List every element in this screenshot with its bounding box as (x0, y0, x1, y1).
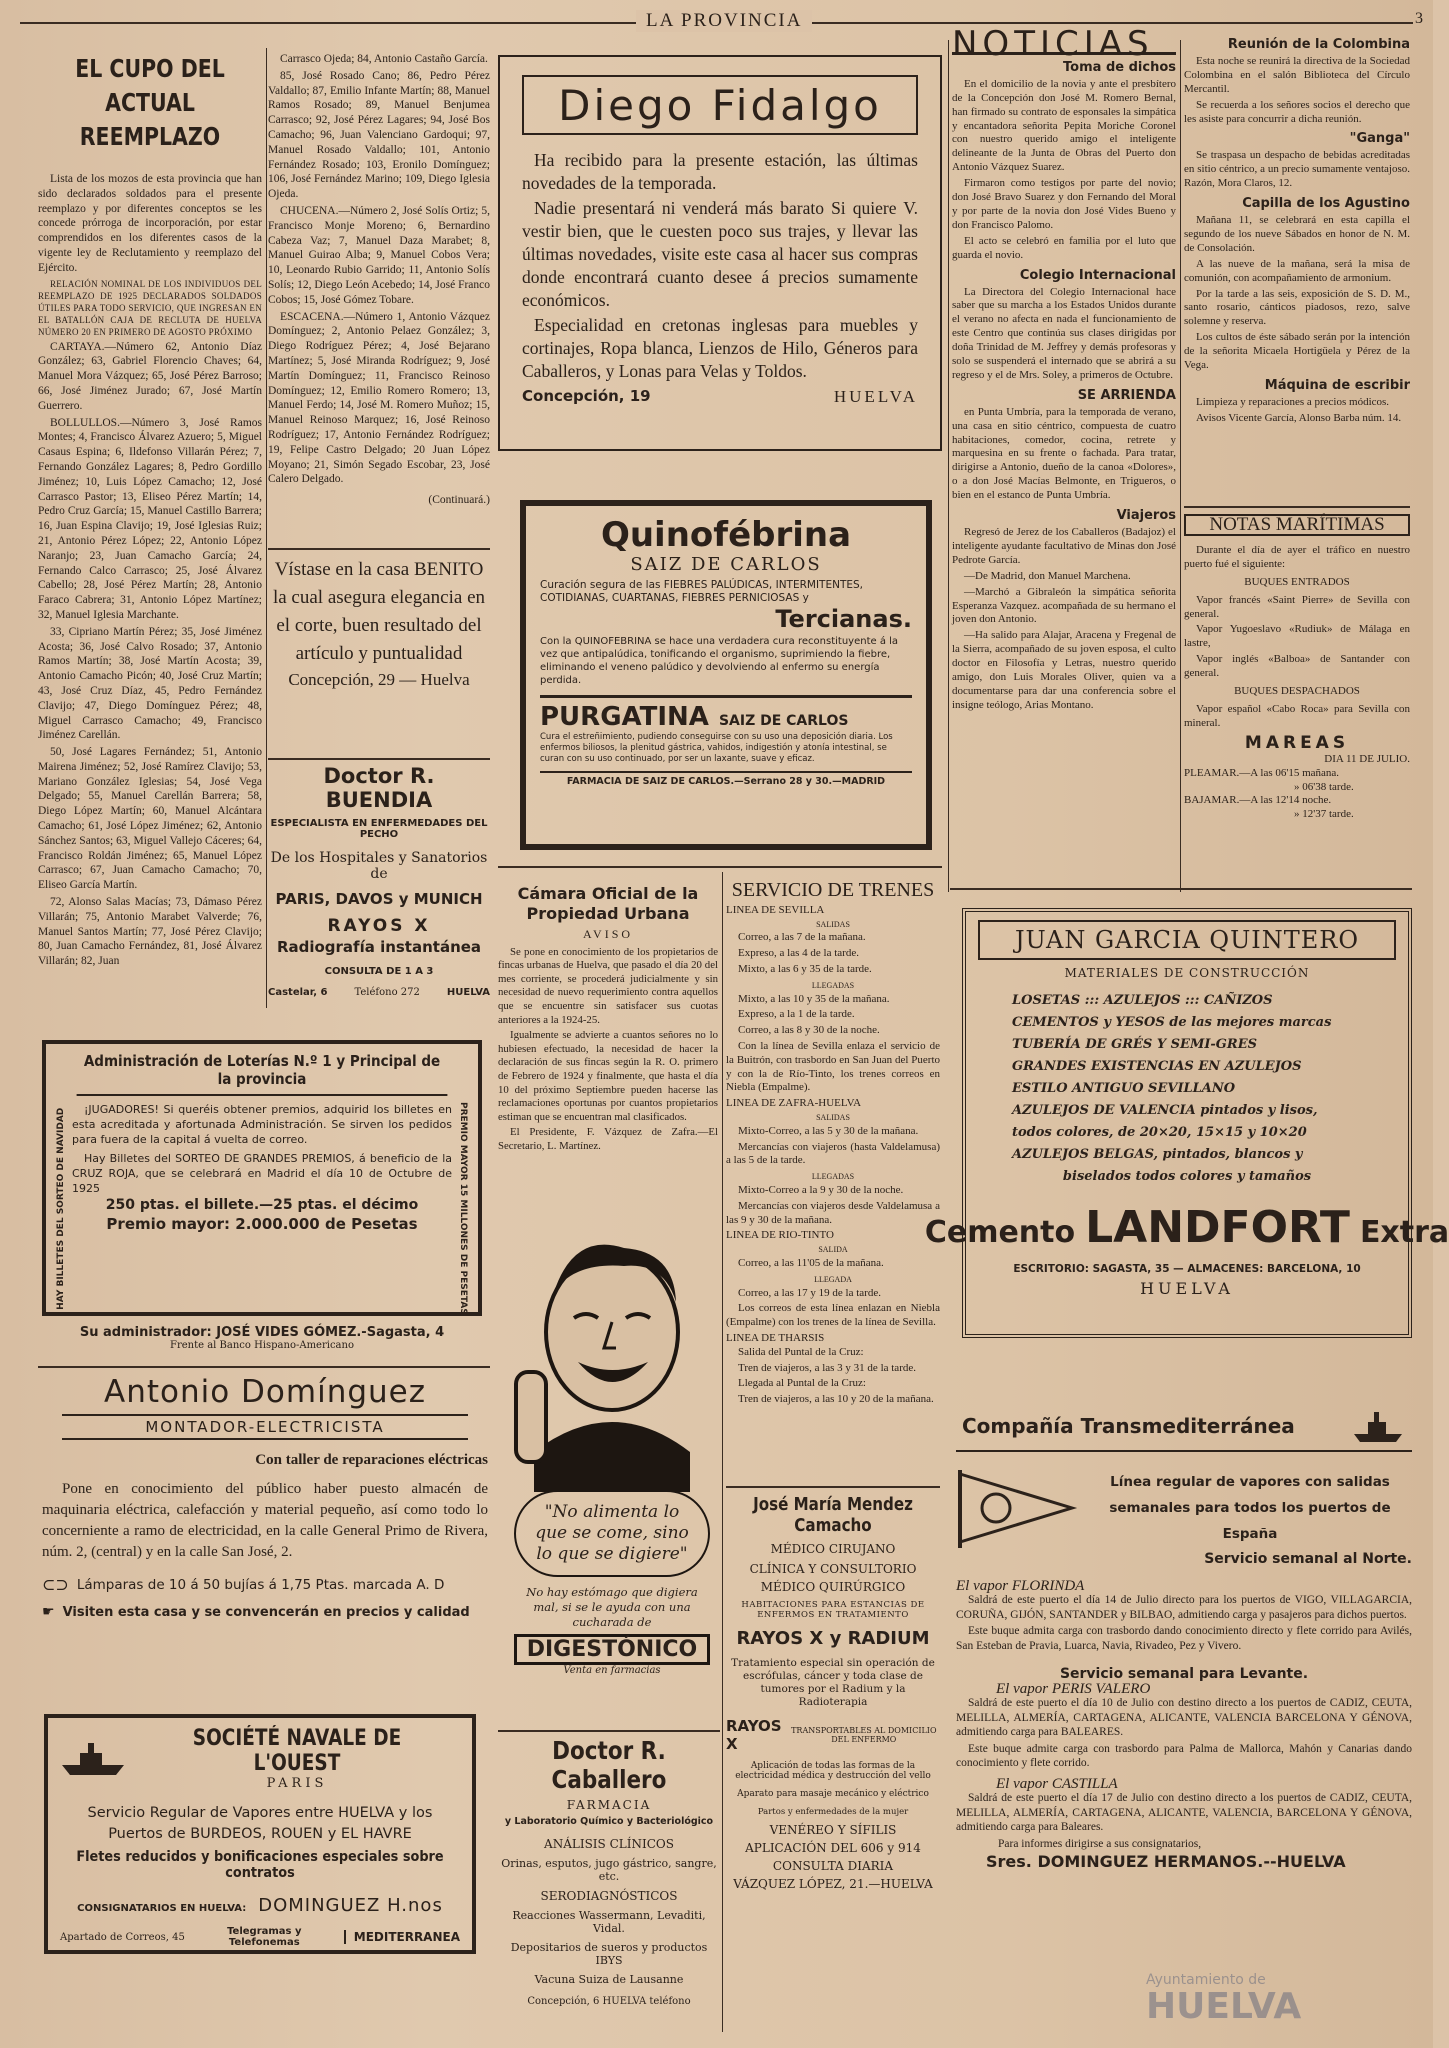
digestonico-venta: Venta en farmacias (563, 1665, 661, 1676)
noticias-p1: En el domicilio de la novia y ante el presbítero de la Concepción don José M. Romero Bernal, han firmado su contrato de esponsales la simpática y encantadora señorita Pepita Moriche Coronel con nuestro querido amigo el inteligente delineante de la Junta de Obras del Puerto don Antonio Vázquez Suarez. (952, 77, 1176, 174)
dominguez-p2: Lámparas de 10 á 50 bujías á 1,75 Ptas. marcada A. D (76, 1576, 445, 1593)
buendia-spec: ESPECIALISTA EN ENFERMEDADES DEL PECHO (270, 818, 488, 840)
quino-l2: Con la QUINOFEBRINA se hace una verdadera cura reconstituyente á la vez que antipalúdica, tonificando el organismo, suprimiendo la fiebre, eliminando el veneno palúdico y devolviendo al enfermo su energía perdida. (540, 636, 899, 686)
purgatina-brand: SAIZ DE CARLOS (718, 713, 849, 729)
colombina-p4: Mañana 11, se celebrará en esta capilla el segundo de los nueve Sábados en honor de N. M. de Consolación. (1184, 213, 1410, 254)
ouest-p1: Servicio Regular de Vapores entre HUELVA y los Puertos de BURDEOS, ROUEN y EL HAVRE (87, 1805, 433, 1842)
masthead (0, 6, 1433, 40)
watermark (1050, 1972, 1370, 2034)
mendez-l3: MÉDICO QUIRÚRGICO (760, 1580, 906, 1594)
digestonico-q2: No hay estómago que digiera mal, si se le ayuda con una cucharada de (526, 1585, 698, 1629)
camara-title: Cámara Oficial de la Propiedad Urbana (517, 884, 699, 923)
ouest-name: SOCIÉTÉ NAVALE DE L'OUEST (192, 1726, 402, 1776)
trenes-llegada: LLEGADA (814, 1274, 852, 1284)
trenes-s1: Correo, a las 7 de la mañana. (738, 931, 866, 944)
mendez-l11: CONSULTA DIARIA (772, 1859, 894, 1873)
trans-v1: El vapor FLORINDA (956, 1577, 1085, 1594)
transmediterranea-ad (956, 1408, 1412, 2044)
caballero-l6: Reacciones Wassermann, Levaditi, Vidal. (512, 1909, 706, 1935)
trenes-riotinto: LINEA DE RIO-TINTO (726, 1229, 834, 1242)
noticias-title: NOTICIAS (952, 38, 1176, 55)
noticias-p8: —Marchó a Gibraleón la simpática señorita Esperanza Vazquez. acompañada de su hermano el joven don Antonio. (952, 585, 1176, 626)
colombina-h1: Reunión de la Colombina (1227, 37, 1410, 52)
trenes-z3: Mixto-Correo a la 9 y 30 de la noche. (738, 1183, 904, 1196)
trenes-llegadas-2: LLEGADAS (811, 1172, 855, 1182)
trenes-t3: Llegada al Puntal de la Cruz: (738, 1377, 866, 1390)
loterias-p2: Hay Billetes del SORTEO DE GRANDES PREMIOS, á beneficio de la CRUZ ROJA, que se celebrará en Madrid el día 10 de Octubre de 1925 (72, 1152, 452, 1195)
cupo-chucena: CHUCENA.—Número 2, José Solís Ortiz; 5, Francisco Monje Moreno; 6, Bernardino Cabeza Vaz; 7, Manuel Daza Marabet; 8, Manuel Guirao Alba; 9, Manuel Cobos Vera; 10, Leonardo Rubio Garrido; 11, Antonio Solís Solís; 12, Diego León Acebedo; 14, José Franco Cobos; 15, José Gómez Tobare. (268, 204, 490, 306)
colombina-article (1184, 38, 1410, 508)
buendia-ad (268, 764, 490, 998)
digestonico-quote: "No alimenta lo que se come, sino lo que se digiere" (514, 1490, 710, 1577)
pennant-flag-icon (956, 1468, 1076, 1548)
caballero-name: Doctor R. Caballero (551, 1736, 667, 1794)
loterias-side-right: PREMIO MAYOR 15 MILLONES DE PESETAS (458, 1102, 468, 1315)
cupo-col2b: 85, José Rosado Cano; 86, Pedro Pérez Valdallo; 87, Emilio Infante Martín; 88, Manuel Ramos Rosado; 89, Manuel Benjumea Carrasco; 92, José Pérez Lagares; 94, José Bos Camacho; 96, Juan Valenciano Gardoqui; 97, Manuel Rosado Valdallo; 101, Antonio Fernández Rosado; 103, Eronilo Domínguez; 106, José Fernández Marino; 109, Diego Iglesia Ojeda. (268, 69, 490, 201)
camara-p1: Se pone en conocimiento de los propietarios de fincas urbanas de Huelva, que pasado el día 20 del mes corriente, se procederá judicialmente y sin necesidad de nuevo requerimiento contra aquellos que se encuentre sin satisfacer sus cuotas anteriores a la 1924-25. (498, 945, 718, 1026)
noticias-article (952, 24, 1176, 888)
garcia-l8: AZULEJOS BELGAS, pintados, blancos y (1012, 1147, 1303, 1162)
buendia-castelar: Castelar, 6 (268, 987, 328, 998)
noticias-h1: Toma de dichos (1063, 59, 1176, 75)
buendia-cities: PARIS, DAVOS y MUNICH (275, 890, 483, 908)
trans-name: Compañía Transmediterránea (962, 1413, 1295, 1438)
garcia-l1: LOSETAS ::: AZULEJOS ::: CAÑIZOS (1012, 993, 1273, 1008)
mendez-l5: Tratamiento especial sin operación de escrófulas, cáncer y toda clase de tumores por el Radium y la Radioterapia (731, 1657, 935, 1708)
garcia-ad (924, 908, 1449, 1338)
trans-v1p: Saldrá de este puerto el día 14 de Julio directo para los puertos de VIGO, VILLAGARCIA, CORUÑA, GIJÓN, SANTANDER y BILBAO, admitiendo carga y pasajeros para dichos puertos. (956, 1594, 1412, 1621)
loterias-title: Administración de Loterías N.º 1 y Principal de la provincia (77, 1052, 448, 1096)
purgatina-title: PURGATINA (540, 702, 709, 732)
trans-sres: Sres. DOMINGUEZ HERMANOS.--HUELVA (986, 1852, 1346, 1871)
maritimas-p3: Vapor Yugoeslavo «Rudiuk» de Málaga en lastre, (1184, 623, 1410, 650)
fidalgo-p1: Ha recibido para la presente estación, las últimas novedades de la temporada. (522, 150, 918, 193)
maritimas-p4: Vapor inglés «Balboa» de Santander con general. (1184, 653, 1410, 680)
trenes-title: SERVICIO DE TRENES (731, 879, 935, 901)
quinofebrina-ad (520, 500, 932, 850)
dominguez-role: MONTADOR-ELECTRICISTA (62, 1414, 468, 1440)
noticias-p6: Regresó de Jerez de los Caballeros (Badajoz) el inteligente ayudante facultativo de Minas don José Pedrote García. (952, 526, 1176, 566)
trenes-t1: Salida del Puntal de la Cruz: (738, 1345, 864, 1358)
trenes-salidas-2: SALIDAS (816, 1112, 850, 1122)
mendez-l8: Partos y enfermedades de la mujer (757, 1807, 909, 1817)
buendia-hosp: De los Hospitales y Sanatorios de (270, 850, 488, 882)
colombina-p3: Se traspasa un despacho de bebidas acreditadas en sitio céntrico, a un precio sumamente ventajoso. Razón, Mora Claros, 12. (1184, 149, 1410, 190)
buendia-radio: Radiografía instantánea (276, 938, 482, 956)
garcia-cemento: Cemento (924, 1215, 1076, 1250)
noticias-p2: Firmaron como testigos por parte del novio; don José Bravo Suarez y don Fernando del Moral y por parte de la novia don José Vides Bueno y don Francisco Palomo. (952, 177, 1176, 231)
buendia-city: HUELVA (446, 987, 490, 998)
fidalgo-ad (498, 55, 942, 451)
buendia-consulta: CONSULTA DE 1 A 3 (324, 966, 434, 977)
mendez-l1: MÉDICO CIRUJANO (770, 1542, 896, 1556)
caballero-l4: Orinas, esputos, jugo gástrico, sangre, etc. (501, 1857, 717, 1883)
loterias-p4: Premio mayor: 2.000.000 de Pesetas (106, 1215, 418, 1233)
maritimas-pl1: PLEAMAR.—A las 06'15 mañana. (1184, 766, 1340, 779)
benito-ad (268, 556, 490, 756)
mendez-rx2b: TRANSPORTABLES AL DOMICILIO DEL ENFERMO (791, 1726, 937, 1744)
fidalgo-city: HUELVA (833, 387, 918, 406)
trenes-l2: Expreso, a la 1 de la tarde. (738, 1008, 855, 1021)
fidalgo-name: Diego Fidalgo (522, 75, 918, 135)
camara-article (498, 884, 718, 1214)
trans-v3: El vapor CASTILLA (996, 1775, 1118, 1792)
garcia-sub: MATERIALES DE CONSTRUCCIÓN (1064, 966, 1310, 980)
mendez-l2: CLÍNICA Y CONSULTORIO (749, 1562, 917, 1576)
caballero-ad (498, 1736, 720, 2036)
mendez-rayos: RAYOS X y RADIUM (736, 1628, 930, 1649)
noticias-p7: —De Madrid, don Manuel Marchena. (964, 569, 1131, 582)
trenes-z1: Mixto-Correo, a las 5 y 30 de la mañana. (738, 1124, 919, 1137)
buendia-tel: Teléfono 272 (354, 987, 420, 998)
trenes-s3: Mixto, a las 6 y 35 de la tarde. (738, 962, 872, 975)
cupo-p33: 33, Cipriano Martín Pérez; 35, José Jiménez Acosta; 36, José Calvo Rosado; 37, Antonio Ramos Martín; 38, José Martín Acosta; 39, Antonio Camacho Picón; 40, José Cruz Martín; 43, José Cruz Díaz, 45, Pedro Fernández Clavijo; 47, Diego Domínguez Pérez; 48, Miguel Carrasco Camacho; 49, Francisco Jiménez Carellán. (38, 625, 262, 742)
mendez-l12: VÁZQUEZ LÓPEZ, 21.—HUELVA (733, 1877, 933, 1891)
lamp-icon: ⊂⊃ (42, 1575, 69, 1594)
ship-icon (1350, 1408, 1406, 1444)
caballero-l5: SERODIAGNÓSTICOS (540, 1889, 678, 1903)
garcia-extra: Extra (1359, 1215, 1449, 1250)
maritimas-dia: DIA 11 DE JULIO. (1324, 752, 1410, 765)
cupo-continued (268, 52, 490, 552)
trenes-l3: Correo, a las 8 y 30 de la noche. (738, 1024, 880, 1037)
quino-title: Quinofébrina (600, 515, 852, 555)
trans-v2b: Este buque admite carga con trasbordo para Palma de Mallorca, Mahón y Canarias dando conocimiento y flete corrido. (956, 1742, 1412, 1769)
loterias-p1: ¡JUGADORES! Si queréis obtener premios, adquirid los billetes en esta acreditada y afortunada Administración. Se sirven los pedidos para fuera de la capital á vuelta de correo. (72, 1103, 452, 1146)
buendia-footer (268, 987, 490, 998)
trenes-r3: Los correos de esta línea enlazan en Niebla (Empalme) con los trenes de la línea de Sevilla. (726, 1302, 940, 1329)
maritimas-ba1: BAJAMAR.—A las 12'14 noche. (1184, 794, 1332, 807)
colombina-p8: Limpieza y reparaciones a precios módicos. (1196, 395, 1390, 408)
noticias-p9: —Ha salido para Alajar, Aracena y Fregenal de la Sierra, acompañado de su joven esposa, el culto doctor en Filosofía y Letras, nuestro querido amigo, don Luis Morales Oliver, quien va a documentarse para dar una conferencia sobre el insigne teólogo, Arias Montano. (952, 629, 1176, 711)
trans-v3p: Saldrá de este puerto el día 17 de Julio con destino directo a los puertos de CADIZ, CEUTA, MELILLA, ALMERÍA, CARTAGENA, ALICANTE, VALENCIA, BARCELONA Y GÉNOVA, admitiendo carga para Baleares. (956, 1792, 1412, 1833)
mendez-l9: VENÉREO Y SÍFILIS (769, 1823, 897, 1837)
caballero-l9: Concepción, 6 HUELVA teléfono (527, 1996, 691, 2007)
caballero-l1: FARMACIA (566, 1798, 652, 1812)
noticias-h3: SE ARRIENDA (1077, 387, 1176, 403)
trenes-l1: Mixto, a las 10 y 35 de la mañana. (738, 992, 890, 1005)
garcia-l4: GRANDES EXISTENCIAS EN AZULEJOS (1012, 1059, 1302, 1074)
benito-text: Vístase en la casa BENITO la cual asegura elegancia en el corte, buen resultado del artículo y puntualidad (272, 559, 486, 664)
trenes-llegadas-1: LLEGADAS (811, 980, 855, 990)
trans-v2: El vapor PERIS VALERO (996, 1680, 1151, 1697)
trenes-tharsis: LINEA DE THARSIS (726, 1331, 825, 1344)
caballero-l3: ANÁLISIS CLÍNICOS (544, 1837, 674, 1851)
trenes-salidas-1: SALIDAS (816, 919, 850, 929)
noticias-h2: Colegio Internacional (1019, 267, 1176, 283)
noticias-h4: Viajeros (1116, 508, 1176, 524)
loterias-side-left: HAY BILLETES DEL SORTEO DE NAVIDAD (56, 1107, 66, 1310)
colombina-p5: A las nueve de la mañana, será la misa de comunión, con acompañamiento de armonium. (1184, 257, 1410, 284)
trenes-z2: Mercancías con viajeros (hasta Valdelamusa) a las 5 de la tarde. (726, 1140, 940, 1167)
watermark-a: Ayuntamiento de (1146, 1972, 1266, 1988)
ouest-dom: DOMINGUEZ H.nos (258, 1895, 443, 1916)
garcia-l6: AZULEJOS DE VALENCIA pintados y lisos, (1012, 1103, 1318, 1118)
mendez-name: José María Mendez Camacho (753, 1494, 913, 1536)
ouest-city: PARIS (266, 1776, 328, 1791)
garcia-l3: TUBERÍA DE GRÉS Y SEMI-GRES (1012, 1037, 1258, 1052)
maritimas-article (1184, 514, 1410, 884)
trenes-sevilla: LINEA DE SEVILLA (726, 903, 825, 916)
trenes-z4: Mercancías con viajeros desde Valdelamusa a las 9 y 30 de la mañana. (726, 1199, 940, 1226)
dominguez-p1: Pone en conocimiento del público haber puesto almacén de maquinaria eléctrica, calefacción y material pequeño, así como todo lo concerniente a ramo de electricidad, en la calle General Primo de Rivera, núm. 2, (central) y en la calle San José, 2. (42, 1481, 488, 1560)
garcia-l7: todos colores, de 20×20, 15×15 y 10×20 (1012, 1125, 1307, 1140)
trans-inf: Para informes dirigirse a sus consignatarios, (998, 1837, 1202, 1850)
buendia-name: Doctor R. BUENDIA (323, 764, 435, 812)
ouest-tel: Telegramas y Telefonemas (227, 1926, 302, 1948)
cupo-p50: 50, José Lagares Fernández; 51, Antonio Mairena Jiménez; 52, José Ramírez Clavijo; 53, Mariano González Iglesias; 54, José Vega Delgado; 55, Manuel Carellán Barrera; 58, Diego López Martín; 60, Manuel Alcántara Camacho; 61, José López Jiménez; 62, Antonio Sánchez Santos; 63, Miguel Vallejo Cáceres; 64, Francisco Roldán Jiménez; 65, Manuel López Carrasco; 67, Juan Camacho Camacho; 70, Eliseo García Martín. (38, 746, 262, 892)
digestonico-illustration (514, 1222, 710, 1492)
noticias-p5: en Punta Umbría, para la temporada de verano, una casa en sitio céntrico, compuesta de cuatro habitaciones, comedor, cocina, retrete y marquesina en su frente o fachada. Para tratar, dirigirse a Antonio, dueño de la canoa «Dolores», o a don José Macías Belmonte, en Trigueros, o bien en el estanco de Punta Umbría. (952, 405, 1176, 502)
cupo-cartaya: CARTAYA.—Número 62, Antonio Díaz González; 63, Gabriel Florencio Chaves; 64, Manuel Mora Vázquez; 65, José Pérez Barroso; 66, José Jiménez Jurado; 67, José Martín Guerrero. (38, 340, 262, 412)
masthead-title: LA PROVINCIA (636, 10, 812, 32)
noticias-p4: La Directora del Colegio Internacional hace saber que su marcha a los Estados Unidos durante el verano no afecta en nada el funcionamiento de este Centro que continúa sus clases dirigidas por doña Trinidad de M. Jeffrey y demás profesoras y solo se suspenderá el internado que se abrirá a su regreso y el de Mrs. Soley, a primeros de Octubre. (952, 285, 1176, 381)
buendia-rayos: RAYOS X (327, 916, 431, 936)
mendez-rx2: RAYOS X (726, 1717, 782, 1753)
maritimas-title: NOTAS MARÍTIMAS (1184, 514, 1410, 536)
dominguez-ad (42, 1374, 488, 1674)
ouest-med: MEDITERRANEA (344, 1930, 460, 1944)
watermark-b: HUELVA (1146, 1986, 1302, 2027)
caballero-l8: Vacuna Suiza de Lausanne (534, 1973, 684, 1986)
garcia-city: HUELVA (1140, 1279, 1234, 1298)
trenes-s2: Expreso, a las 4 de la tarde. (738, 947, 859, 960)
cupo-article (38, 52, 262, 1012)
maritimas-p1: Durante el día de ayer el tráfico en nuestro puerto fué el siguiente: (1184, 543, 1410, 570)
ouest-apart: Apartado de Correos, 45 (60, 1931, 185, 1943)
cupo-col2a: Carrasco Ojeda; 84, Antonio Castaño García. (280, 53, 488, 65)
ouest-p2: Fletes reducidos y bonificaciones especiales sobre contratos (76, 1849, 444, 1881)
quino-farmacia: FARMACIA DE SAIZ DE CARLOS.—Serrano 28 y 30.—MADRID (540, 771, 912, 787)
loterias-p3: 250 ptas. el billete.—25 ptas. el décimo (105, 1197, 419, 1213)
garcia-l9: biselados todos colores y tamaños (1062, 1169, 1312, 1184)
trenes-salida: SALIDA (818, 1245, 848, 1255)
caballero-l2: y Laboratorio Químico y Bacteriológico (504, 1816, 714, 1827)
dominguez-p3: Visiten esta casa y se convencerán en precios y calidad (62, 1604, 470, 1620)
ship-icon-ouest (60, 1741, 126, 1777)
colombina-p7: Los cultos de éste sábado serán por la intención de la señorita Micaela Hortigüela y Pérez de la Vega. (1184, 331, 1410, 372)
ouest-cons: CONSIGNATARIOS EN HUELVA: (77, 1903, 247, 1914)
page-number: 3 (1415, 10, 1423, 27)
loterias-admin: Su administrador: JOSÉ VIDES GÓMEZ.-Sagasta, 4 (79, 1324, 445, 1340)
colombina-p2: Se recuerda a los señores socios el derecho que les asiste para concurrir a dicha reunión. (1184, 98, 1410, 125)
trenes-zafra: LINEA DE ZAFRA-HUELVA (726, 1097, 862, 1110)
pointer-hand-icon: ☛ (42, 1604, 55, 1620)
trans-v1b: Este buque admita carga con trasbordo dando conocimiento directo y flete corrido para Avilés, San Esteban de Pravia, Luarca, Navia, Rivadeo, Pez y Vivero. (956, 1625, 1412, 1652)
mendez-l10: APLICACIÓN DEL 606 y 914 (745, 1841, 921, 1855)
caballero-l7: Depositarios de sueros y productos IBYS (510, 1941, 708, 1967)
cupo-intro: Lista de los mozos de esta provincia que han sido declarados soldados para el presente reemplazo y por diferentes conceptos se les concede prórroga de incorporación, por estar comprendidos en los diferentes casos de la vigente ley de Reclutamiento y reemplazo del Ejército. (38, 173, 262, 274)
trans-levante: Servicio semanal para Levante. (1059, 1666, 1309, 1682)
cupo-p72: 72, Alonso Salas Macías; 73, Dámaso Pérez Villarán; 75, Antonio Marabet Valverde; 76, Manuel Santos Martín; 77, José Pérez Clavijo; 80, Juan Camacho Fernández, 81, José Álvarez Villarán; 82, Juan (38, 896, 262, 968)
maritimas-ba2: » 12'37 tarde. (1294, 808, 1354, 821)
digestonico-ad (514, 1222, 710, 1690)
trenes-article (726, 879, 940, 1484)
cupo-bollullos: BOLLULLOS.—Número 3, José Ramos Montes; 4, Francisco Álvarez Azuero; 5, Miguel Casaus Espina; 6, Ildefonso Villarán Pérez; 7, Fernando González Lagares; 8, Pedro Gordillo Jiménez; 10, Luis López Camacho; 12, José Carrasco Pastor; 13, Eliseo Pérez Martín; 14, Pedro Cruz García; 15, Manuel Castillo Barrera; 16, Juan Espina Clavijo; 19, José Iglesias Ruiz; 21, Antonio Pérez López; 22, Antonio López Naranjo; 23, Juan Camacho García; 24, Fernando Calco Carrasco; 25, José Álvarez Cabello; 28, José Pérez Martín; 28, Antonio Faraco Cabrera; 31, Antonio López Martínez; 32, Manuel Iglesia Marchante. (38, 416, 262, 621)
trans-norte: Servicio semanal al Norte. (1204, 1551, 1412, 1567)
quino-tercianas: Tercianas. (775, 605, 912, 633)
ouest-ad (44, 1714, 476, 1954)
trans-v2p: Saldrá de este puerto el día 10 de Julio con destino directo a los puertos de CADIZ, CEUTA, MELILLA, ALMERÍA, CARTAGENA, ALICANTE, VALENCIA BARCELONA Y GÉNOVA, admitiendo carga para BALEARES. (956, 1697, 1412, 1738)
dominguez-taller: Con taller de reparaciones eléctricas (255, 1452, 488, 1468)
garcia-l2: CEMENTOS y YESOS de las mejores marcas (1012, 1015, 1332, 1030)
cupo-escacena: ESCACENA.—Número 1, Antonio Vázquez Domínguez; 2, Antonio Pelaez González; 3, Diego Rodríguez Pérez; 4, José Bejarano Martínez; 5, José Miranda Rodríguez; 9, José Martín Domínguez; 11, Francisco Reinoso Domínguez; 12, Emilio Romero Romero; 13, Manuel Ferdo; 14, José M. Romero Muñoz; 15, Manuel Reinoso Marquez; 16, José Reinoso Rodríguez; 17, Antonio Fernández Rodríguez; 19, Felipe Castro Delgado; 20 Juan López Moyano; 21, Simón Segado Escobar, 23, José Calero Delgado. (268, 310, 490, 486)
maritimas-mareas: MAREAS (1244, 732, 1350, 753)
colombina-h3: Capilla de los Agustino (1242, 196, 1410, 212)
maritimas-h2: BUQUES DESPACHADOS (1234, 685, 1360, 698)
quino-brand: SAIZ DE CARLOS (630, 554, 822, 575)
mendez-l7: Aparato para masaje mecánico y eléctrico (737, 1789, 929, 1799)
cupo-title: EL CUPO DEL ACTUAL REEMPLAZO (75, 54, 225, 151)
mendez-l6: Aplicación de todas las formas de la electricidad médica y destrucción del vello (735, 1761, 931, 1781)
maritimas-p2: Vapor francés «Saint Pierre» de Sevilla con general. (1184, 593, 1410, 620)
colombina-h4: Máquina de escribir (1264, 377, 1410, 393)
quino-l1: Curación segura de las FIEBRES PALÚDICAS, INTERMITENTES, COTIDIANAS, CUARTANAS, FIEBRES PERNICIOSAS y (540, 579, 864, 604)
digestonico-brand: DIGESTÓNICO (514, 1634, 710, 1665)
colombina-p1: Esta noche se reunirá la directiva de la Sociedad Colombina en el salón Biblioteca del Círculo Mercantil. (1184, 54, 1410, 95)
colombina-p9: Avisos Vicente García, Alonso Barba núm. 14. (1196, 411, 1402, 424)
maritimas-pl2: » 06'38 tarde. (1294, 780, 1354, 793)
cupo-continuara: (Continuará.) (428, 494, 490, 507)
trenes-t2: Tren de viajeros, a las 3 y 31 de la tarde. (738, 1361, 916, 1374)
loterias-ad (42, 1040, 482, 1351)
colombina-p6: Por la tarde a las seis, exposición de S. D. M., santo rosario, cánticos piadosos, rezo, salve solemne y reserva. (1184, 287, 1410, 328)
mendez-ad (726, 1494, 940, 1954)
noticias-p3: El acto se celebró en familia por el luto que guarda el novio. (952, 234, 1176, 261)
camara-sign: El Presidente, F. Vázquez de Zafra.—El Secretario, L. Martínez. (498, 1126, 718, 1152)
garcia-name: JUAN GARCIA QUINTERO (978, 920, 1396, 960)
colombina-h2: "Ganga" (1349, 131, 1410, 147)
purgatina-text: Cura el estreñimiento, pudiendo conseguirse con su uso una deposición diaria. Los enfermos biliosos, la plenitud gástrica, vahidos, indigestión y atonía intestinal, se curan con su uso continuado, por ser un laxante, suave y eficaz. (540, 732, 893, 764)
maritimas-h1: BUQUES ENTRADOS (1244, 575, 1350, 588)
garcia-escritorio: ESCRITORIO: SAGASTA, 35 — ALMACENES: BARCELONA, 10 (1013, 1263, 1361, 1275)
trenes-r2: Correo, a las 17 y 19 de la tarde. (738, 1286, 881, 1299)
trenes-l4: Con la línea de Sevilla enlaza el servicio de la Buitrón, con trasbordo en San Juan del Puerto y con la de Río-Tinto, los trenes correos en Niebla (Empalme). (726, 1039, 940, 1094)
dominguez-name: Antonio Domínguez (103, 1374, 427, 1410)
cupo-relacion: RELACIÓN NOMINAL DE LOS INDIVIDUOS DEL REEMPLAZO DE 1925 DECLARADOS SOLDADOS ÚTILES PARA TODO SERVICIO, QUE INGRESAN EN EL BATALLÓN CAJA DE RECLUTA DE HUELVA NÚMERO 20 EN PRIMERO DE AGOSTO PRÓXIMO (38, 278, 262, 337)
fidalgo-p3: Especialidad en cretonas inglesas para muebles y cortinajes, Ropa blanca, Lienzos de Hilo, Géneros para Caballeros, y Lonas para Velas y Toldos. (522, 315, 918, 381)
trenes-r1: Correo, a las 11'05 de la mañana. (738, 1256, 884, 1269)
garcia-l5: ESTILO ANTIGUO SEVILLANO (1012, 1081, 1236, 1096)
camara-aviso: AVISO (582, 927, 634, 941)
fidalgo-address: Concepción, 19 (522, 387, 651, 405)
maritimas-p5: Vapor español «Cabo Roca» para Sevilla con mineral. (1184, 702, 1410, 729)
fidalgo-p2: Nadie presentará ni venderá más barato Si quiere V. vestir bien, que le cuesten poco sus trajes, y llevar las últimas novedades, visite este casa al hacer sus compras donde encontrará cuanto desee á precios sumamente económicos. (522, 198, 918, 310)
garcia-landfort: LANDFORT (1085, 1202, 1350, 1253)
camara-p2: Igualmente se advierte a cuantos señores no lo hubiesen efectuado, la necesidad de hacer la declaración de sus fincas según la R. O. primero de Febrero de 1924 y finalmente, que hasta el día 10 del próximo Septiembre pueden hacerse las reclamaciones oportunas por cuantos propietarios estiman que se encuentran mal clasificados. (498, 1029, 718, 1123)
loterias-frente: Frente al Banco Hispano-Americano (170, 1339, 354, 1351)
trans-linea: Línea regular de vapores con salidas semanales para todos los puertos de España (1109, 1474, 1391, 1542)
mendez-l4: HABITACIONES PARA ESTANCIAS DE ENFERMOS EN TRATAMIENTO (741, 1600, 925, 1620)
trenes-t4: Tren de viajeros, a las 10 y 20 de la mañana. (738, 1393, 934, 1406)
benito-address: Concepción, 29 — Huelva (288, 670, 470, 689)
